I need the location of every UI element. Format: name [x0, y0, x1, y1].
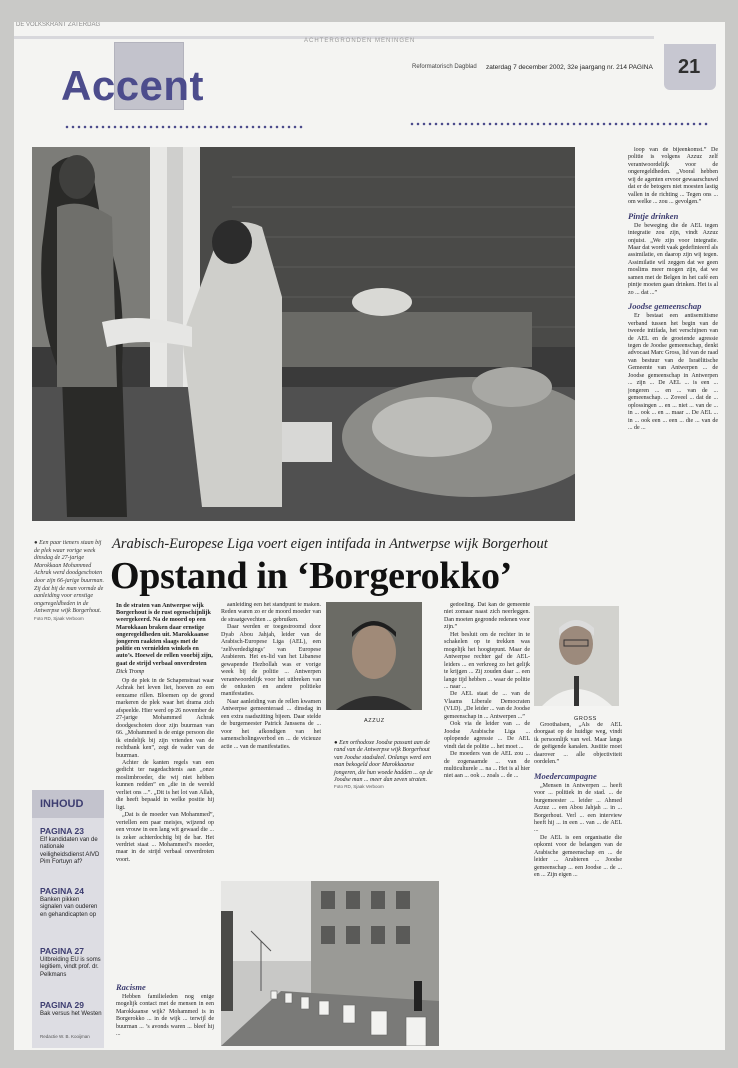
paragraph: Ook via de leider van ... de Joodse Arabische Liga ... oplopende agressie ... De AEL vindt dat de politie ... het moet ...: [444, 721, 530, 750]
article-column-4: [444, 602, 530, 1042]
section-name: Accent: [61, 62, 205, 109]
contents-text: Banken pikken signalen van ouderen en gehandicapten op: [40, 897, 98, 918]
portrait-label: GROSS: [574, 716, 597, 722]
dateline: zaterdag 7 december 2002, 32e jaargang nr. 214 PAGINA: [486, 64, 653, 71]
paragraph: Hebben familieleden nog enige mogelijk contact met de mensen in een Marokkaanse wijk? Mohammed is in Borgerokko ... in de wijk ... terwijl de buurman ... ’s avonds waren ... bleef hij ...: [116, 994, 214, 1038]
street-scene-image: [221, 881, 439, 1046]
caption-bullet: ●: [34, 540, 40, 546]
contents-item[interactable]: [40, 826, 102, 867]
paragraph: loop van de bijeenkomst.” De politie is volgens Azzuz zelf verantwoordelijk voor de ongeregeldheden. „Vooral hebben wij de agenten ervoor gewaarschuwd dat er de betogers niet moesten lastig vallen in de richting ... Tegen ons ... om welke ... zou ... gevolgen.”: [628, 147, 718, 206]
article-column-2: [116, 978, 214, 1038]
contents-page: PAGINA 23: [40, 826, 84, 836]
contents-text: Elf kandidaten van de nationale veiligheidsdienst AIVD Pim Fortuyn af?: [40, 837, 100, 866]
newspaper-page: [14, 22, 725, 1050]
paragraph: De AEL staat de ... van de Vlaams Liberale Democraten (VLD). „De leider ... van de Joodse gemeenschap in ... Antwerpen ...”: [444, 691, 530, 720]
subhead: Pintje drinken: [628, 210, 679, 221]
paragraph: De AEL is een organisatie die opkomt voor de belangen van de Arabische gemeenschap en ... de leider ... Arabieren ... Joodse gemeenschap ... een Joodse ... de ... en ... Zijn eigen ...: [534, 834, 622, 879]
dotted-rule: [64, 125, 304, 129]
contents-page: PAGINA 27: [40, 946, 84, 956]
paragraph: Er bestaat een antisemitisme verband tussen het begin van de tweede intifada, het verschijnen van de AEL en de groeiende agressie tegen de Joodse gemeenschap, denkt advocaat Marc Gross, lid van de raad van bestuur van de Israëlitische Gemeente van Antwerpen ... de Joodse gemeenschap in Antwerpen ... zijn ... De AEL ... is een ... jongeren ... en ... van de ... gemeenschap. ... Zoveel ... dat de ... oplossingen ... en ... niet ... van de ... in ... ook ... en ... maar ... De AEL ... in ... ook een ... een ... die ... van de ... de ...: [628, 313, 718, 431]
paragraph: Daar werden er toegestroomd door Dyab Abou Jahjah, leider van de Arabisch-Europese Liga (AEL), een ‘zelfverdedigings’ van Europese Arabieren. Het ex-lid van het Libanese gewapende Hezbollah was er vorige week bij de politie ... Antwerpen verantwoordelijk voor het uitbreken van de onlusten en andere politieke manifestaties.: [221, 624, 321, 698]
street-photo: [221, 881, 439, 1046]
article-lead: In de straten van Antwerpse wijk Borgerhout is de rust ogenschijnlijk weergekeerd. Na de moord op een Marokkaan braken daar ernstige ongeregeldheden uit. Marokkaanse jongeren raakten slaags met de politie en vernielden winkels en auto’s. Hoewel de rellen voorbij zijn, gaat de strijd verbaal onverdroten: [116, 602, 213, 667]
paragraph: Op de plek in de Schapenstraat waar Achrak het leven liet, hoeven zo een eenzame rillen. Bloemen op de grond markeren de plek waar het drama zich afspeelde. Hier werd op 26 november de 27-jarige Mohammed Achrak doodgeschoten door zijn buurman van 66. „Mohammed is de enige persoon die ik eindelijk bij zijn vrienden van de rechtbank ken”, zegt de vader van de buurman.: [116, 678, 214, 759]
tiny-header: DE VOLKSKRANT ZATERDAG: [16, 22, 101, 28]
article-kicker: Arabisch-Europese Liga voert eigen intifada in Antwerpse wijk Borgerhout: [112, 536, 548, 552]
contents-item[interactable]: [40, 1000, 102, 1018]
subhead: Racisme: [116, 982, 146, 992]
portrait-azzuz: [326, 602, 422, 710]
portrait-image: [326, 602, 422, 710]
portrait-image: [534, 606, 619, 706]
main-photo: [32, 147, 575, 521]
contents-page: PAGINA 24: [40, 886, 84, 896]
article-column-3: [221, 602, 321, 877]
photo-credit: Foto RD, Sjaak Verboom: [334, 784, 384, 790]
contents-box: [32, 790, 104, 1048]
contents-credit: Redactie W. B. Kooijman: [40, 1034, 90, 1039]
article-headline: Opstand in ‘Borgerokko’: [110, 555, 513, 597]
memorial-scene-image: [32, 147, 575, 521]
paragraph: „Mensen in Antwerpen ... heeft voor ... politiek in de stad. ... de burgemeester ... leider ... Ahmed Azzuz ... een Abou Jahjah ... in ... Borgerhout. Verl ... een interview heeft hij ... in een ... van ... de AEL ...: [534, 782, 622, 834]
paragraph: Groothalsen, „Als de AEL doorgaat op de huidige weg, vindt ik persoonlijk van wel. Maar langs de geëigende kanalen. Justitie moet daarover ... alle objectiviteit oordelen.”: [534, 722, 622, 766]
caption-bullet: ●: [334, 740, 340, 746]
paragraph: Naar aanleiding van de rellen kwamen Antwerpse gemeenteraad ... dinsdag in een extra raadszitting bijeen. Daar stelde de burgemeester Patrick Janssens de ... voor het afkondigen van het samenscholingsverbod en ... de vicieuze actie ... van de manifestaties.: [221, 698, 321, 750]
page-number: 21: [678, 56, 701, 78]
contents-item[interactable]: [40, 946, 102, 979]
caption-text: Een orthodoxe Joodse passant aan de rand van de Antwerpse wijk Borgerhout van Joodse stadsdeel. Onlangs werd een man bekogeld door Marokkaanse jongeren, die hun woede hadden ... op de Joodse man ... meer dan zeven straten.: [334, 740, 433, 784]
article-column-6: [628, 147, 718, 1042]
caption-text: Een paar tieners staan bij de plek waar vorige week dinsdag de 27-jarige Marokkaan Mohammed Achrak werd doodgeschoten door zijn 66-jarige buurman. Zij dat bij de man vormde de aanleiding voor ernstige ongeregeldheden in de Antwerpse wijk Borgerhout.: [34, 540, 105, 615]
contents-item[interactable]: [40, 886, 102, 919]
subhead: Joodse gemeenschap: [628, 301, 702, 312]
contents-page: PAGINA 29: [40, 1000, 84, 1010]
paragraph: De moeders van de AEL zou ... de zogenaamde ... van de multiculturele ... na ... Het is al hier niet aan ... ook ... zoals ... de ...: [444, 751, 530, 780]
section-strip: ACHTERGRONDEN MENINGEN: [304, 38, 416, 44]
portrait-label: AZZUZ: [364, 718, 385, 724]
byline: Dick Tromp: [116, 669, 145, 675]
contents-text: Uitbreiding EU is soms legitiem, vindt prof. dr. Pelkmans: [40, 957, 101, 978]
photo-caption: [34, 540, 104, 624]
paragraph: Achter de kanten regels van een gedicht ter nagedachtenis aan „onze moslimbroeder, die wij niet hebben kunnen redden” en „die in de wereld verliet ons ...”. „Dit is het lot van Allah, die heeft bepaald in welke positie hij ligt.: [116, 759, 214, 811]
paragraph: „Dat is de moeder van Mohammed”, vertellen een paar meisjes, wijzend op een vrouw in een lang wit gewaad die ... is zeker achterdochtig bij de bar. Het verdriet staat ... Mohammed’s moeder, maar in de strijd verbaal onverdroten voort.: [116, 812, 214, 863]
subhead: Moedercampagne: [534, 770, 597, 781]
paragraph: Het besluit om de rechter in te schakelen op te trekken was mogelijk het hoogtepunt. Maar de Antwerpse rechter gaf de AEL-leiders ... en verkreeg zo het gelijk te krijgen ... Zij zouden daar ... een lange tijd hebben ... waar de politie ... naar ...: [444, 631, 530, 690]
contents-text: Bak versus het Westen: [40, 1011, 102, 1017]
paragraph: gedoeling. Dat kan de gemeente niet zomaar naast zich neerleggen. Dan moeten gegronde redenen voor zijn.”: [444, 602, 530, 631]
article-column-5: [534, 722, 622, 1042]
portrait-gross: [534, 606, 619, 706]
masthead: [14, 22, 725, 152]
paper-name: Reformatorisch Dagblad: [412, 64, 477, 70]
contents-title: INHOUD: [40, 798, 84, 810]
paragraph: De beweging die de AEL tegen integratie zou zijn, vindt Azzuz onjuist. „We zijn voor integratie. Maar dat wordt vaak gedefinieerd als assimilatie, en daarop zijn wij tegen. Assimilatie wil zeggen dat we geen moslims meer mogen zijn, dat we samen met de Belgen in het café een pintje moeten gaan drinken. Het is al zo ... dat ...”: [628, 222, 718, 296]
dotted-rule: [409, 122, 709, 126]
paragraph: aanleiding een het standpunt te maken. Reden waren zo er de moord moeder van de straatgevechten ... gebruiken.: [221, 602, 321, 623]
mid-caption: [334, 740, 437, 792]
photo-credit: Foto RD, Sjaak Verboom: [34, 615, 84, 621]
contents-header: [32, 790, 104, 818]
